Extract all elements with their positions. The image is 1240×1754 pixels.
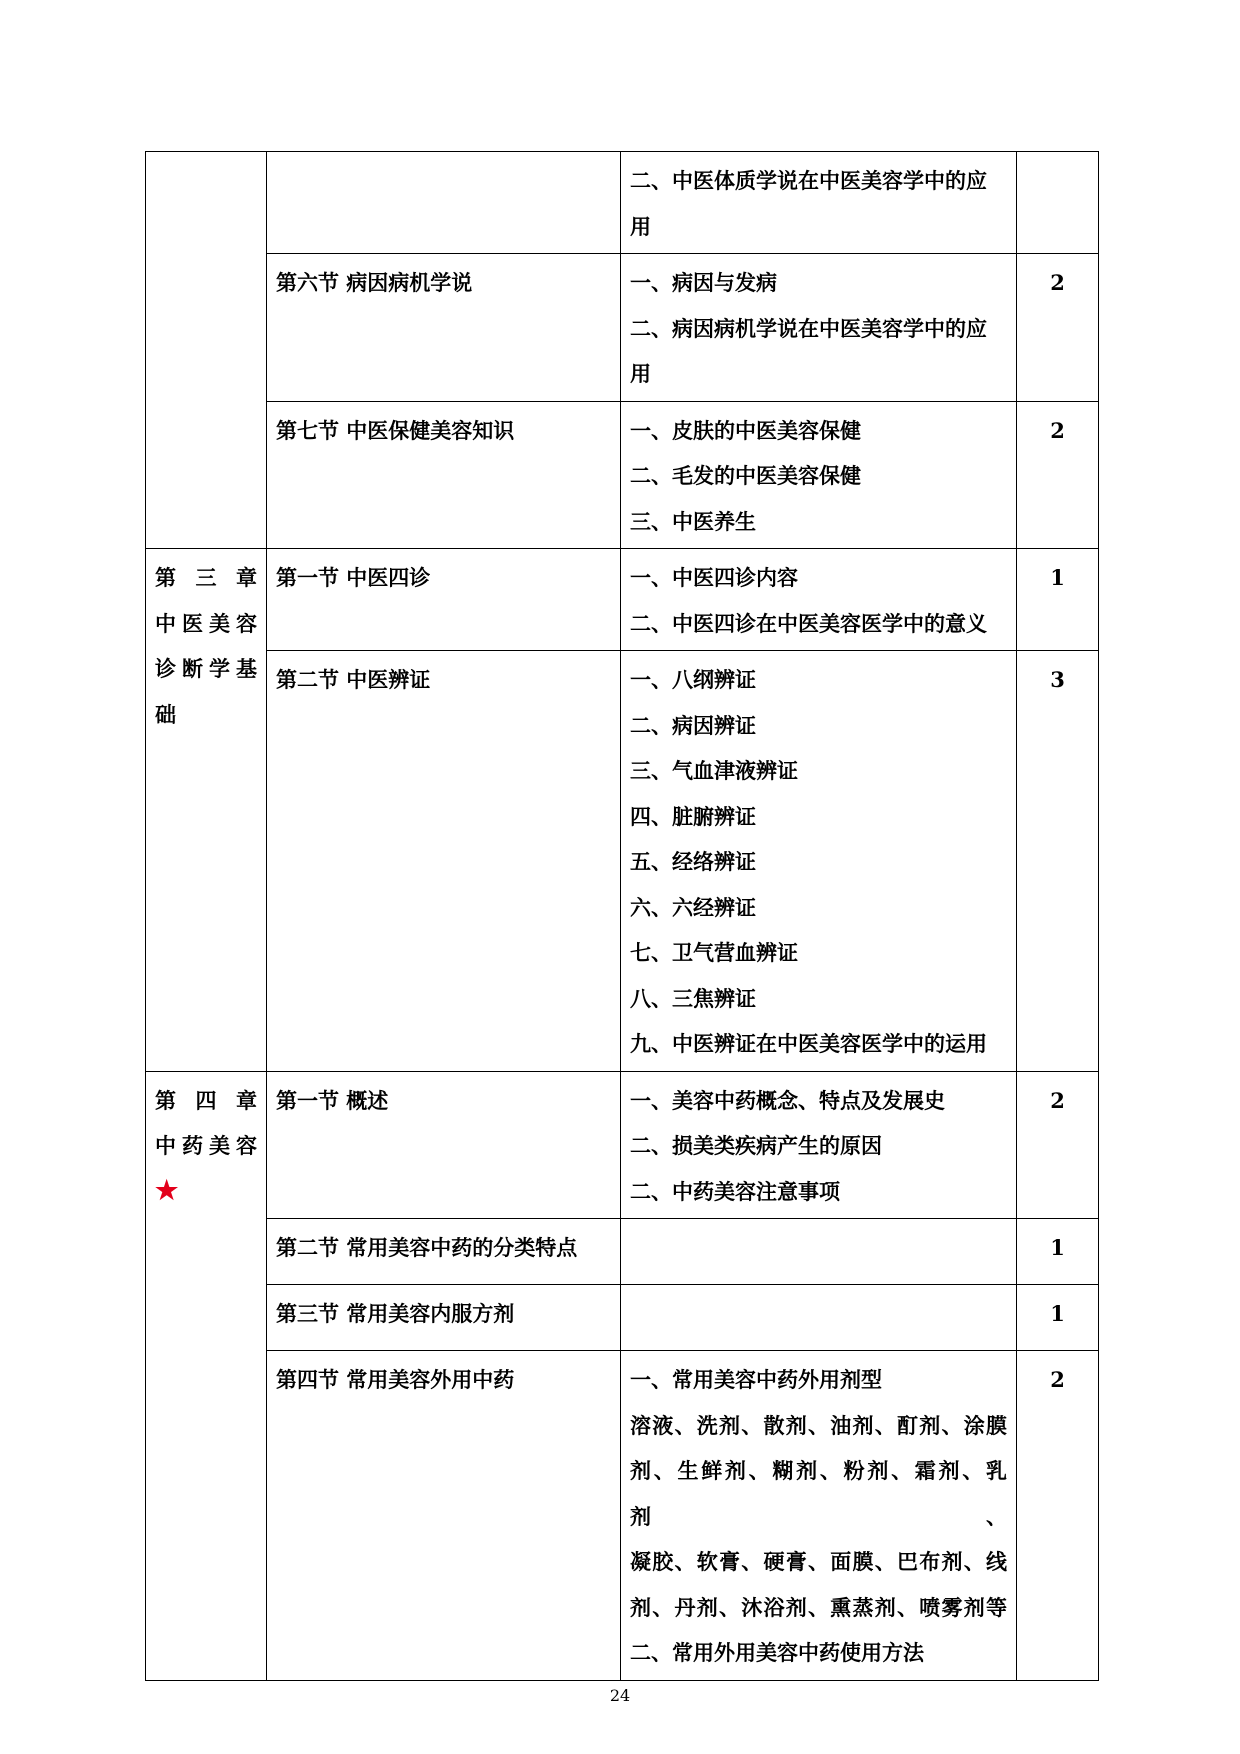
content-line: 二、常用外用美容中药使用方法 xyxy=(630,1640,924,1665)
section-cell: 第六节 病因病机学说 xyxy=(267,254,621,402)
hours-cell: 3 xyxy=(1017,651,1099,1072)
table-row xyxy=(146,1351,1099,1681)
content-line: 用 xyxy=(630,213,651,239)
chapter-cell xyxy=(146,152,267,549)
chapter-3-cell xyxy=(146,549,267,1072)
content-line: 七、卫气营血辨证 xyxy=(630,940,798,965)
content-line: 八、三焦辨证 xyxy=(630,985,756,1011)
content-line: 五、经络辨证 xyxy=(630,849,756,874)
content-line: 九、中医辨证在中医美容医学中的运用 xyxy=(630,1031,987,1056)
table-row xyxy=(146,254,1099,402)
hours-cell: 2 xyxy=(1017,1351,1099,1681)
content-line: 一、八纲辨证 xyxy=(630,667,756,692)
content-line: 六、六经辨证 xyxy=(630,894,756,920)
content-cell xyxy=(621,1071,1017,1219)
content-line: 二、病因病机学说在中医美容学中的应 xyxy=(630,315,987,341)
content-line: 凝胶、软膏、硬膏、面膜、巴布剂、线 xyxy=(630,1549,1007,1574)
section-cell: 第二节 常用美容中药的分类特点 xyxy=(267,1219,621,1285)
content-line: 二、中医体质学说在中医美容学中的应 xyxy=(630,168,987,193)
hours-cell: 2 xyxy=(1017,254,1099,402)
chapter-line: 诊断学基 xyxy=(155,656,257,681)
table-row xyxy=(146,1285,1099,1351)
content-cell xyxy=(621,1285,1017,1351)
section-cell: 第四节 常用美容外用中药 xyxy=(267,1351,621,1681)
content-line: 一、皮肤的中医美容保健 xyxy=(630,417,861,443)
page-number: 24 xyxy=(609,1686,631,1705)
table-row xyxy=(146,1071,1099,1219)
content-line: 二、中药美容注意事项 xyxy=(630,1178,840,1204)
curriculum-table xyxy=(145,151,1099,1681)
chapter-line: 第 四 章 xyxy=(155,1087,257,1113)
hours-cell: 1 xyxy=(1017,1285,1099,1351)
section-cell: 第三节 常用美容内服方剂 xyxy=(267,1285,621,1351)
section-cell: 第一节 中医四诊 xyxy=(267,549,621,651)
section-cell: 第一节 概述 xyxy=(267,1071,621,1219)
chapter-line: 第 三 章 xyxy=(155,565,257,590)
section-cell xyxy=(267,152,621,254)
star-icon: ★ xyxy=(155,1175,179,1206)
content-cell xyxy=(621,1219,1017,1285)
content-line: 一、中医四诊内容 xyxy=(630,565,798,590)
content-line: 剂、生鲜剂、糊剂、粉剂、霜剂、乳剂、 xyxy=(630,1458,1007,1529)
table-row xyxy=(146,401,1099,549)
hours-cell xyxy=(1017,152,1099,254)
content-cell xyxy=(621,401,1017,549)
content-line: 溶液、洗剂、散剂、油剂、酊剂、涂膜 xyxy=(630,1412,1007,1438)
content-line: 一、病因与发病 xyxy=(630,270,777,295)
hours-cell: 2 xyxy=(1017,1071,1099,1219)
content-cell xyxy=(621,651,1017,1072)
content-line: 四、脏腑辨证 xyxy=(630,803,756,829)
content-line: 三、中医养生 xyxy=(630,508,756,534)
table-row xyxy=(146,549,1099,651)
section-cell: 第二节 中医辨证 xyxy=(267,651,621,1072)
table-row xyxy=(146,152,1099,254)
hours-cell: 1 xyxy=(1017,1219,1099,1285)
content-cell xyxy=(621,1351,1017,1681)
table-row xyxy=(146,1219,1099,1285)
content-cell xyxy=(621,254,1017,402)
table-row xyxy=(146,651,1099,1072)
section-cell: 第七节 中医保健美容知识 xyxy=(267,401,621,549)
chapter-line: 中医美容 xyxy=(155,610,257,636)
content-line: 二、毛发的中医美容保健 xyxy=(630,463,861,488)
chapter-line: 础 xyxy=(155,701,176,727)
hours-cell: 2 xyxy=(1017,401,1099,549)
content-line: 一、美容中药概念、特点及发展史 xyxy=(630,1087,945,1113)
hours-cell: 1 xyxy=(1017,549,1099,651)
content-line: 一、常用美容中药外用剂型 xyxy=(630,1367,882,1392)
content-line: 剂、丹剂、沐浴剂、熏蒸剂、喷雾剂等 xyxy=(630,1594,1007,1620)
content-line: 二、中医四诊在中医美容医学中的意义 xyxy=(630,610,987,636)
content-cell xyxy=(621,549,1017,651)
content-cell xyxy=(621,152,1017,254)
content-line: 用 xyxy=(630,361,651,386)
content-line: 二、病因辨证 xyxy=(630,712,756,738)
chapter-4-cell xyxy=(146,1071,267,1680)
content-line: 三、气血津液辨证 xyxy=(630,758,798,783)
chapter-line: 中药美容 xyxy=(155,1133,257,1158)
content-line: 二、损美类疾病产生的原因 xyxy=(630,1133,882,1158)
